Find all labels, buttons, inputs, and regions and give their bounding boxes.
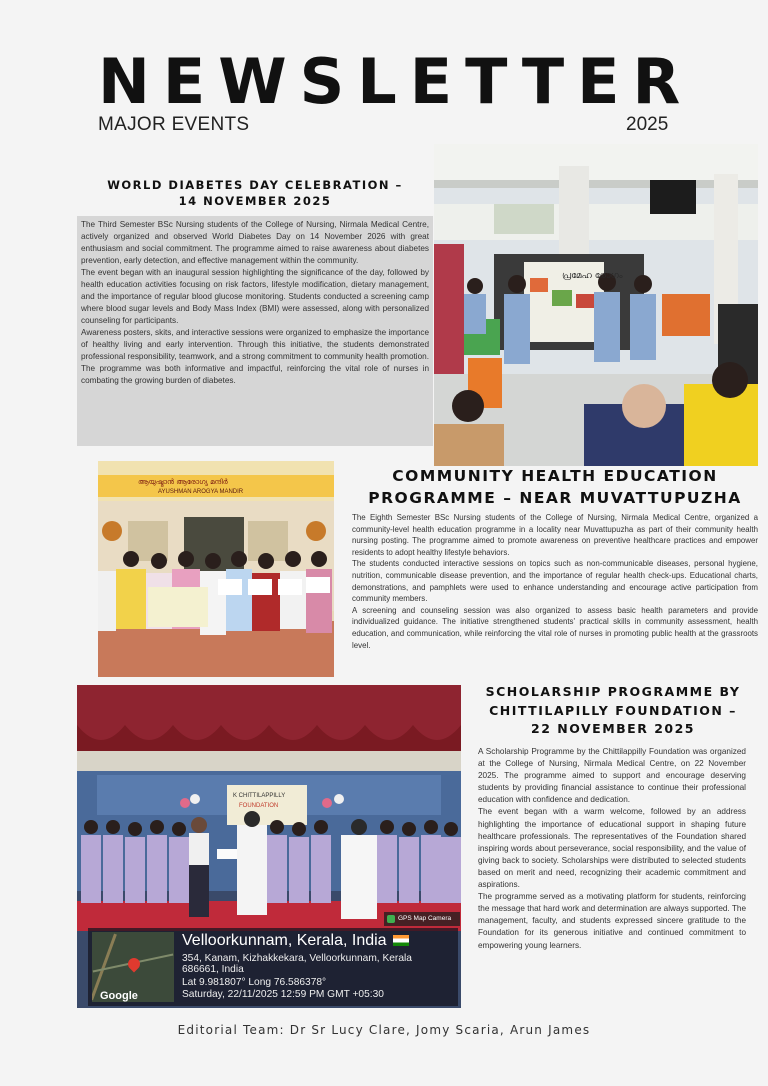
editorial-team-credit: Editorial Team: Dr Sr Lucy Clare, Jomy Scaria, Arun James (177, 1023, 591, 1037)
photo-centre-sign-en: AYUSHMAN AROGYA MANDIR (158, 489, 244, 495)
year-label: 2025 (626, 114, 669, 135)
scholarship-title: SCHOLARSHIP PROGRAMME BY CHITTILAPILLY FOUNDATION – 22 NOVEMBER 2025 (485, 684, 741, 736)
gps-timestamp: Saturday, 22/11/2025 12:59 PM GMT +05:30 (182, 989, 384, 1000)
gps-camera-icon (387, 915, 395, 923)
gps-address-line-1: 354, Kanam, Kizhakkekara, Velloorkunnam, Kerala (182, 953, 412, 964)
gps-thumbnail-map (92, 932, 174, 1002)
gps-place-name: Velloorkunnam, Kerala, India (182, 932, 409, 950)
newsletter-title: NEWSLETTER (98, 45, 694, 118)
scholarship-body: A Scholarship Programme by the Chittilappilly Foundation was organized at the College of Nursing, Nirmala Medical Centre, on 22 November 2025. The programme aimed to support and encourage deserving students by providing financial assistance to continue their professional education with confidence and dedication. The event began with a warm welcome, followed by an address highlighting the importance of educational support in shaping future healthcare professionals. The representatives of the Foundation shared inspiring words about perseverance, social responsibility, and the value of giving back to society. Scholarships were distributed to selected students based on merit and need, recognizing their academic commitment and aspirations. The programme served as a motivating platform for students, reinforcing the message that hard work and determination are always supported. The management, faculty, and students expressed sincere gratitude to the Foundation for its generous initiative and continued commitment to empowering young learners. (478, 747, 746, 950)
map-pin-icon (126, 956, 143, 973)
community-health-photo (98, 461, 334, 677)
community-health-title: COMMUNITY HEALTH EDUCATION PROGRAMME – NEAR MUVATTUPUZHA (368, 467, 742, 507)
major-events-label: MAJOR EVENTS (98, 114, 250, 135)
community-health-body: The Eighth Semester BSc Nursing students of the College of Nursing, Nirmala Medical Centre, organized a community-level health education programme in a locality near Muvattupuzha as part of their community health nursing posting. The programme aimed to promote awareness on preventive healthcare practices and empower residents to adopt healthy lifestyle behaviors. The students conducted interactive sessions on topics such as non-communicable diseases, personal hygiene, nutrition, communicable disease prevention, and the importance of regular health check-ups. Educational charts, demonstrations, and pamphlets were used to enhance understanding and encourage active participation from community members. A screening and counseling session was also organized to assess basic health parameters and provide individualized guidance. The initiative strengthened students' practical skills in community assessment, health education, and communication, while reinforcing the vital role of nurses in promoting public health at the grassroots level. (352, 513, 758, 650)
photo-centre-sign: ആയുഷ്മാൻ ആരോഗ്യ മന്ദിർ (138, 478, 228, 486)
google-logo: Google (100, 990, 138, 1002)
stage-banner-line-2: FOUNDATION (239, 803, 279, 809)
gps-address-line-2: 686661, India (182, 964, 244, 975)
diabetes-day-title: WORLD DIABETES DAY CELEBRATION – 14 NOVEMBER 2025 (107, 178, 403, 208)
gps-coordinates: Lat 9.981807° Long 76.586378° (182, 977, 327, 988)
gps-overlay (88, 928, 458, 1006)
india-flag-icon (393, 935, 409, 946)
diabetes-day-photo (434, 144, 758, 466)
stage-banner-line-1: K CHITTILAPPILLY (233, 793, 286, 799)
diabetes-day-body: The Third Semester BSc Nursing students of the College of Nursing, Nirmala Medical Centre, actively organized and observed World Diabetes Day on 14 November 2026 with great enthusiasm and social commitment. The programme aimed to raise awareness about diabetes prevention, early detection, and effective management within the community. The event began with an inaugural session highlighting the significance of the day, followed by health education activities focusing on risk factors, lifestyle modification, dietary management, and the importance of regular blood glucose monitoring. Students conducted a screening camp where blood sugar levels and Body Mass Index (BMI) were assessed, along with personalized counseling for participants. Awareness posters, skits, and interactive sessions were organized to emphasize the importance of healthy living and early intervention. Through this initiative, the students demonstrated professional responsibility, teamwork, and a strong commitment to community health promotion. The programme was both informative and impactful, reinforcing the vital role of nurses in combating the growing burden of diabetes. (77, 216, 433, 446)
gps-map-camera-badge: GPS Map Camera (384, 912, 460, 926)
photo-chart-label: പ്രമേഹ രോഗം (562, 271, 623, 281)
